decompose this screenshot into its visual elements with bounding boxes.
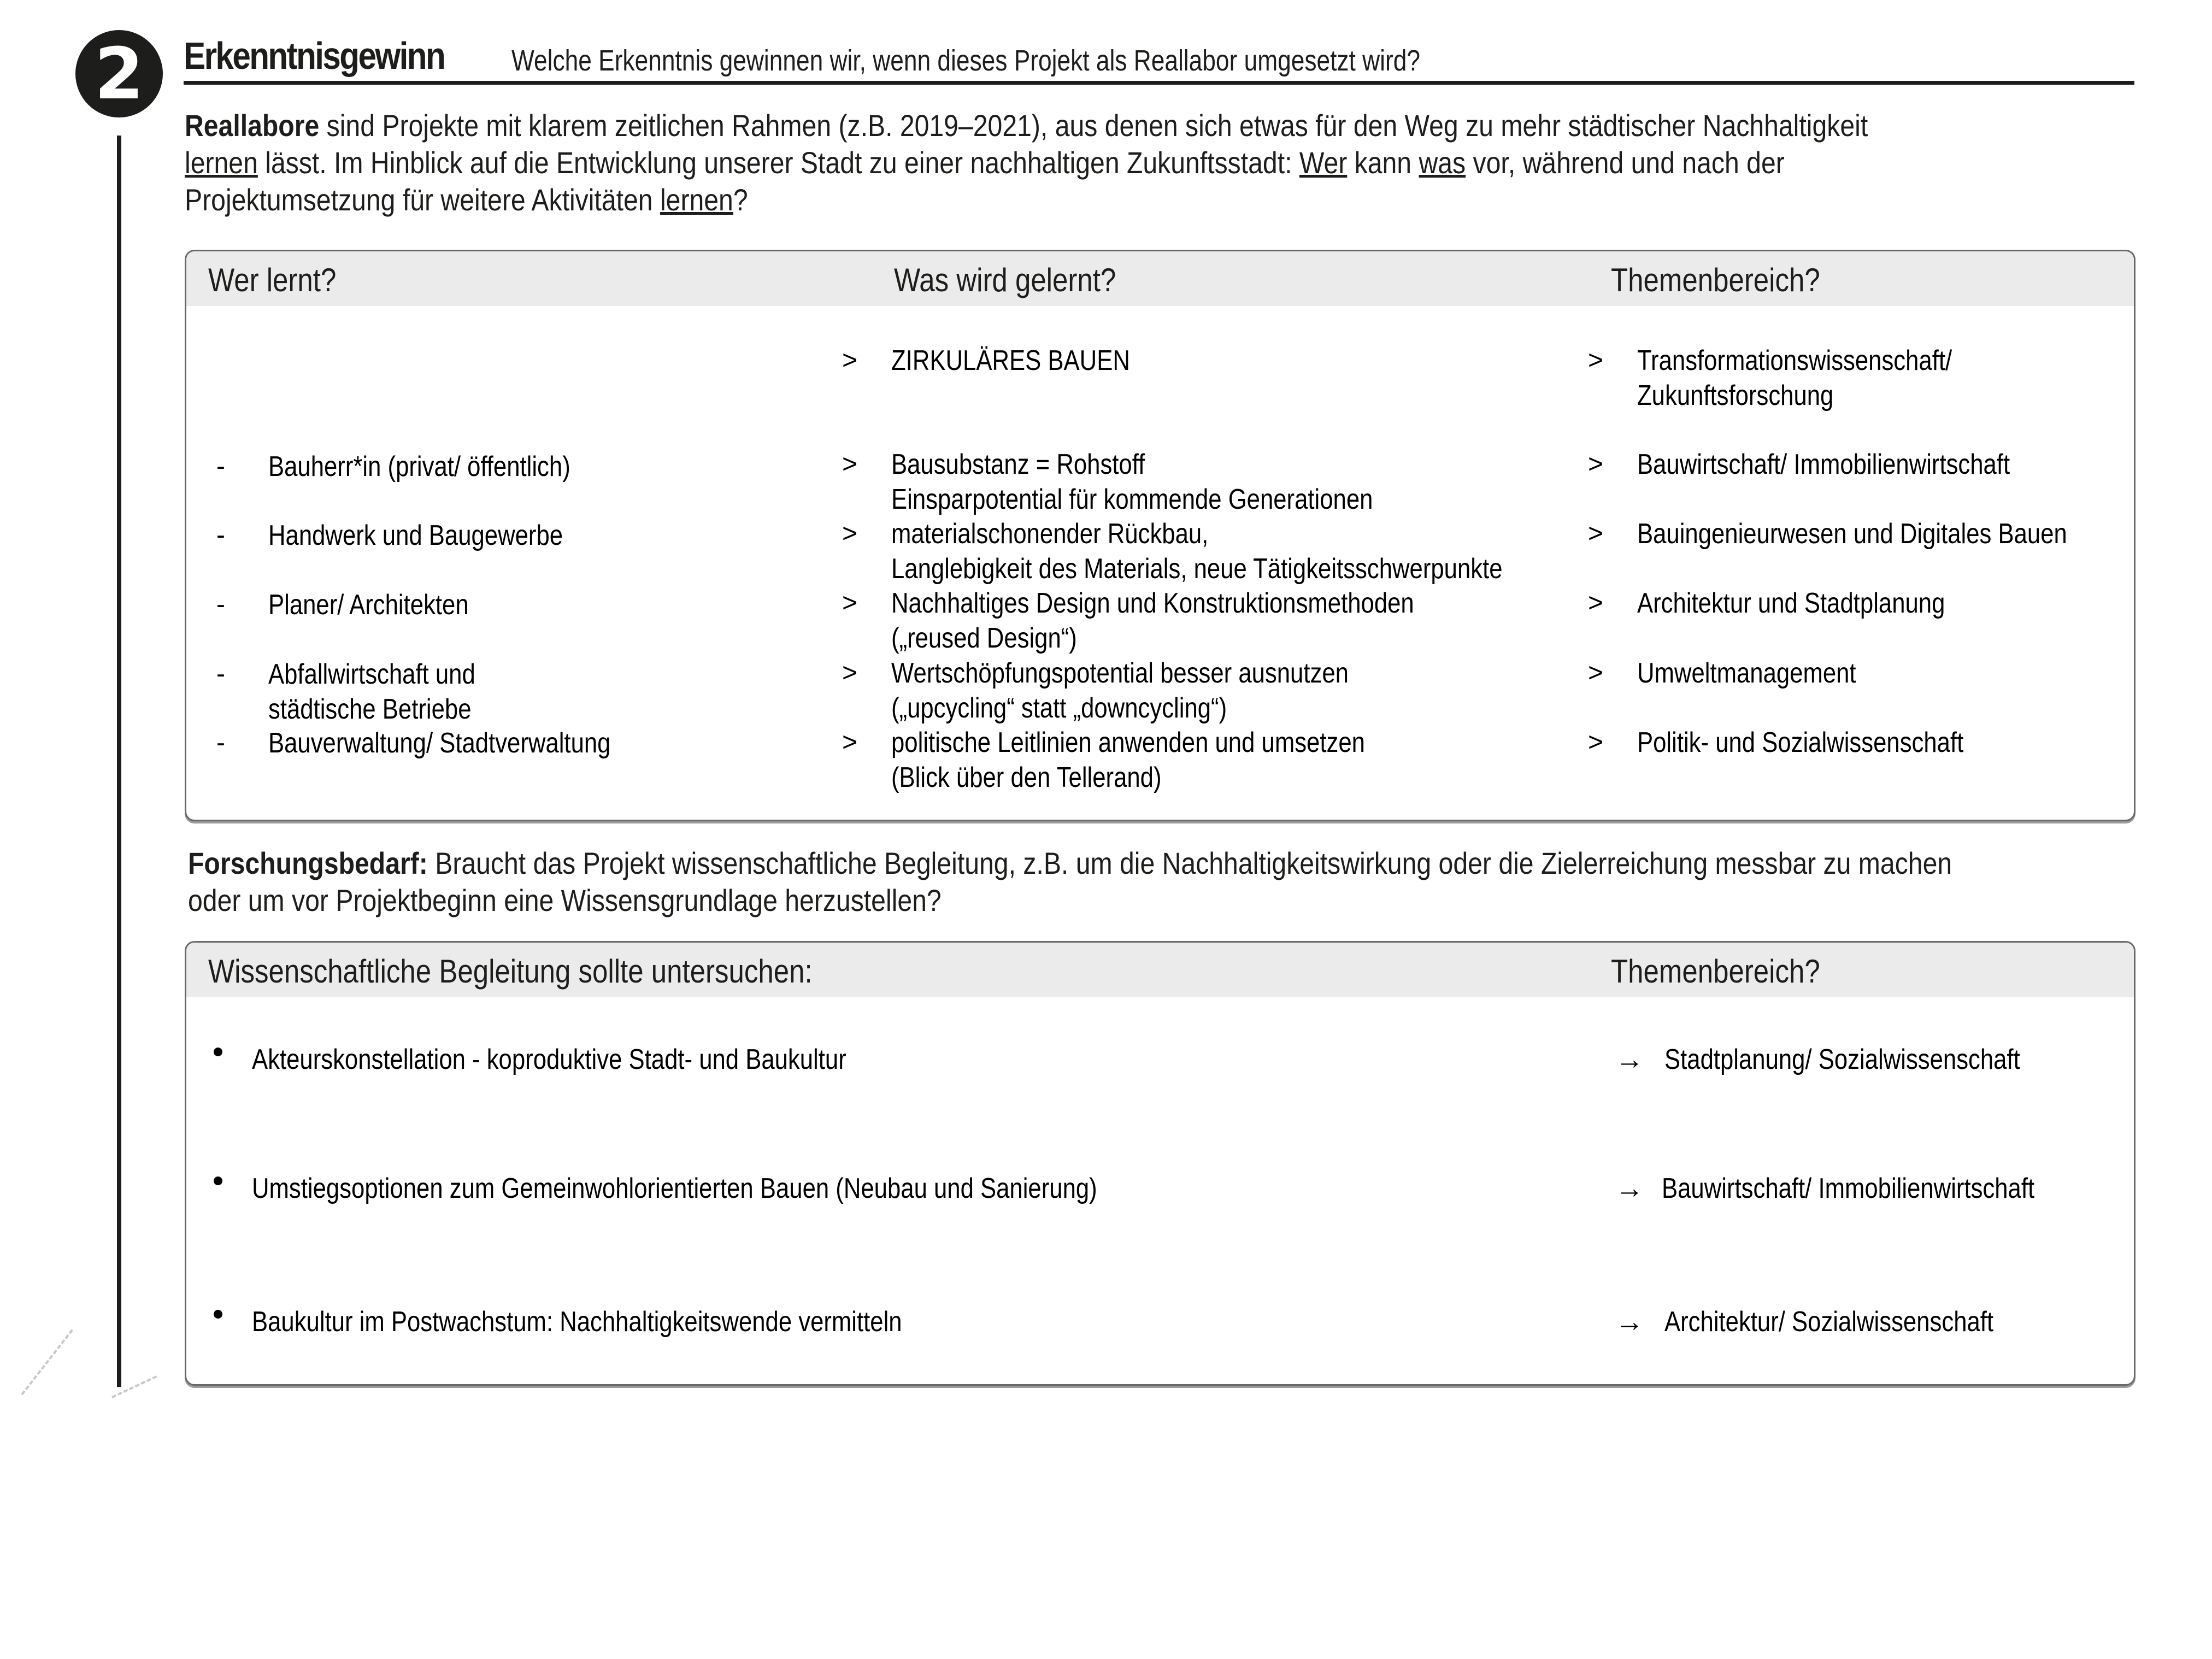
chevron-marker: > bbox=[1588, 589, 1604, 617]
chevron-marker: > bbox=[1588, 728, 1604, 757]
research-table-header bbox=[186, 943, 2134, 997]
dash-marker: - bbox=[216, 452, 225, 481]
what-item: ZIRKULÄRES BAUEN bbox=[891, 345, 1130, 376]
what-item: politische Leitlinien anwenden und umsetzen bbox=[891, 727, 1365, 758]
who-item: Abfallwirtschaft und bbox=[268, 658, 475, 690]
learning-table-header bbox=[186, 251, 2134, 306]
section-number: 2 bbox=[94, 32, 144, 115]
section-number-badge bbox=[75, 30, 163, 117]
what-item: (Blick über den Tellerand) bbox=[891, 762, 1162, 793]
what-item: Einsparpotential für kommende Generationen bbox=[891, 484, 1373, 515]
research-item: Umstiegsoptionen zum Gemeinwohlorientierten Bauen (Neubau und Sanierung) bbox=[252, 1173, 1097, 1204]
bullet-icon bbox=[214, 1310, 222, 1319]
dash-marker: - bbox=[216, 521, 225, 550]
research-text: Braucht das Projekt wissenschaftliche Begleitung, z.B. um die Nachhaltigkeitswirkung oder die Zielerreichung messbar zu machen bbox=[427, 846, 1952, 880]
who-item: Bauherr*in (privat/ öffentlich) bbox=[268, 451, 570, 483]
header-topic: Themenbereich? bbox=[1611, 262, 1820, 298]
chevron-marker: > bbox=[842, 519, 858, 548]
who-item: Planer/ Architekten bbox=[268, 589, 469, 621]
intro-text: sind Projekte mit klarem zeitlichen Rahmen (z.B. 2019–2021), aus denen sich etwas für den Weg zu mehr städtischer Nachhaltigkeit bbox=[319, 108, 1868, 143]
research-bold-term: Forschungsbedarf: bbox=[188, 846, 428, 880]
chevron-marker: > bbox=[1588, 658, 1604, 687]
dash-marker: - bbox=[216, 728, 225, 757]
dashed-guide bbox=[21, 1329, 73, 1396]
intro-text: vor, während und nach der bbox=[1466, 145, 1785, 180]
bullet-icon bbox=[214, 1176, 222, 1185]
what-item: materialschonender Rückbau, bbox=[891, 518, 1209, 550]
arrow-right-icon: → bbox=[1615, 1306, 1644, 1338]
what-item: Langlebigkeit des Materials, neue Tätigkeitsschwerpunkte bbox=[891, 553, 1503, 585]
research-topic: Stadtplanung/ Sozialwissenschaft bbox=[1664, 1044, 2020, 1075]
timeline-line bbox=[117, 136, 121, 1387]
chevron-marker: > bbox=[842, 728, 858, 757]
chevron-marker: > bbox=[842, 589, 858, 617]
dash-marker: - bbox=[216, 590, 225, 619]
research-item: Akteurskonstellation - koproduktive Stadt- und Baukultur bbox=[252, 1044, 846, 1075]
topic-item: Zukunftsforschung bbox=[1637, 380, 1834, 411]
who-item: Handwerk und Baugewerbe bbox=[268, 520, 563, 551]
what-item: („reused Design“) bbox=[891, 622, 1077, 654]
intro-text: Projektumsetzung für weitere Aktivitäten bbox=[185, 183, 660, 217]
research-topic: Bauwirtschaft/ Immobilienwirtschaft bbox=[1662, 1173, 2035, 1204]
topic-item: Architektur und Stadtplanung bbox=[1637, 587, 1945, 619]
research-text: oder um vor Projektbeginn eine Wissensgrundlage herzustellen? bbox=[188, 883, 942, 917]
what-item: Nachhaltiges Design und Konstruktionsmethoden bbox=[891, 587, 1414, 619]
intro-paragraph bbox=[185, 107, 2111, 219]
chevron-marker: > bbox=[842, 346, 858, 375]
topic-item: Transformationswissenschaft/ bbox=[1637, 345, 1952, 376]
who-item: Bauverwaltung/ Stadtverwaltung bbox=[268, 727, 611, 759]
chevron-marker: > bbox=[1588, 450, 1604, 479]
header-who: Wer lernt? bbox=[208, 262, 337, 298]
topic-item: Politik- und Sozialwissenschaft bbox=[1637, 727, 1964, 758]
what-item: Bausubstanz = Rohstoff bbox=[891, 449, 1145, 480]
header-topic: Themenbereich? bbox=[1611, 953, 1820, 990]
title-rule bbox=[184, 81, 2134, 85]
research-paragraph bbox=[188, 845, 2162, 919]
research-item: Baukultur im Postwachstum: Nachhaltigkeitswende vermitteln bbox=[252, 1306, 902, 1338]
intro-text: lässt. Im Hinblick auf die Entwicklung unserer Stadt zu einer nachhaltigen Zukunftsstadt: bbox=[257, 145, 1299, 180]
what-item: Wertschöpfungspotential besser ausnutzen bbox=[891, 657, 1349, 689]
section-header bbox=[184, 34, 2134, 80]
underlined-lernen: lernen bbox=[185, 145, 258, 180]
chevron-marker: > bbox=[842, 450, 858, 479]
what-item: („upcycling“ statt „downcycling“) bbox=[891, 692, 1227, 724]
chevron-marker: > bbox=[1588, 346, 1604, 375]
research-table bbox=[185, 941, 2135, 1386]
topic-item: Bauingenieurwesen und Digitales Bauen bbox=[1637, 518, 2067, 550]
underlined-lernen: lernen bbox=[660, 183, 733, 217]
topic-item: Bauwirtschaft/ Immobilienwirtschaft bbox=[1637, 449, 2010, 480]
arrow-right-icon: → bbox=[1615, 1173, 1644, 1204]
intro-text: ? bbox=[733, 183, 748, 217]
header-what: Was wird gelernt? bbox=[894, 262, 1116, 298]
intro-text: kann bbox=[1347, 145, 1419, 180]
header-investigate: Wissenschaftliche Begleitung sollte untersuchen: bbox=[208, 953, 813, 990]
bullet-icon bbox=[214, 1048, 222, 1056]
topic-item: Umweltmanagement bbox=[1637, 657, 1856, 689]
intro-bold-term: Reallabore bbox=[185, 108, 320, 143]
arrow-right-icon: → bbox=[1615, 1044, 1644, 1075]
underlined-wer: Wer bbox=[1299, 145, 1348, 180]
who-item: städtische Betriebe bbox=[268, 693, 472, 725]
chevron-marker: > bbox=[1588, 519, 1604, 548]
underlined-was: was bbox=[1419, 145, 1466, 180]
section-title: Erkenntnisgewinn bbox=[184, 34, 445, 77]
research-topic: Architektur/ Sozialwissenschaft bbox=[1664, 1306, 1994, 1338]
section-subtitle: Welche Erkenntnis gewinnen wir, wenn dieses Projekt als Reallabor umgesetzt wird? bbox=[511, 44, 1420, 77]
chevron-marker: > bbox=[842, 658, 858, 687]
dash-marker: - bbox=[216, 660, 225, 689]
learning-table bbox=[185, 250, 2135, 821]
